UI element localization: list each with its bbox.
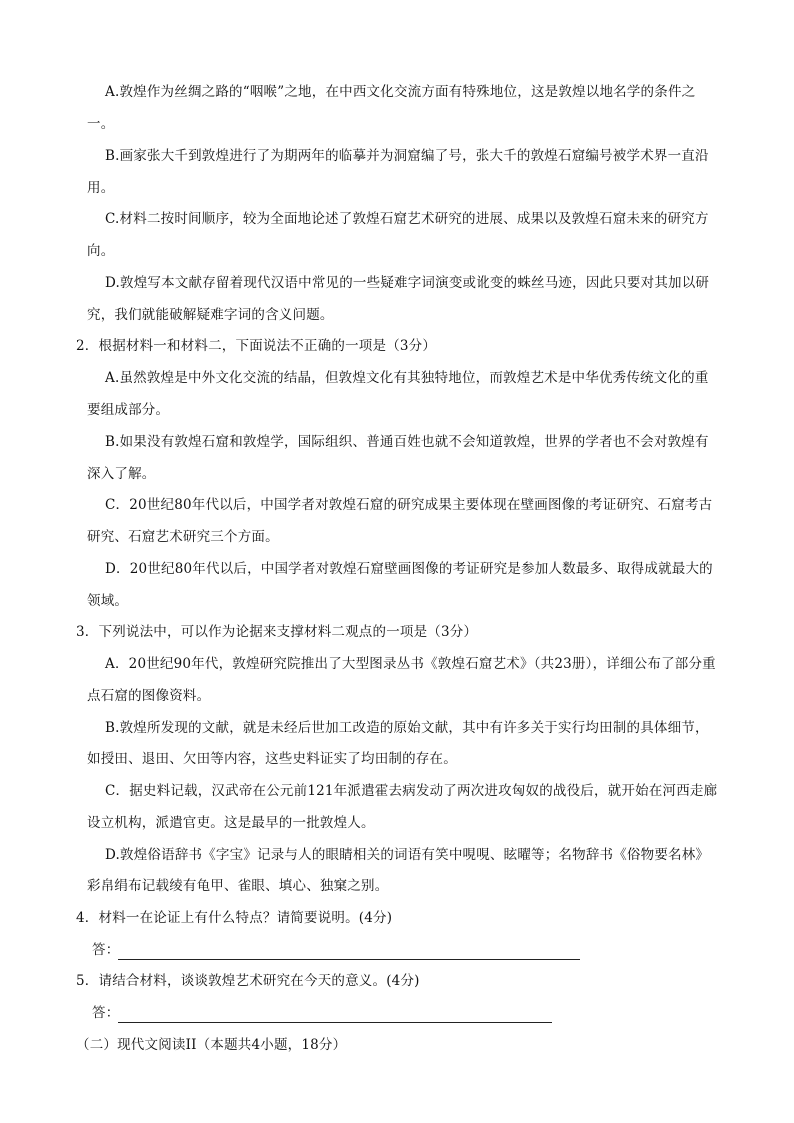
q5-stem: 5．请结合材料，谈谈敦煌艺术研究在今天的意义。(4分) [76, 973, 420, 989]
q3-option-b-line-1: B.敦煌所发现的文献，就是未经后世加工改造的原始文献，其中有许多关于实行均田制的具体细节， [105, 720, 709, 736]
q1-option-b-line-1: B.画家张大千到敦煌进行了为期两年的临摹并为洞窟编了号，张大千的敦煌石窟编号被学术界一直沿 [105, 148, 709, 164]
q3-option-d-line-2: 彩帛绢布记载绫有龟甲、雀眼、填心、独窠之别。 [87, 878, 389, 894]
q2-option-b-line-1: B.如果没有敦煌石窟和敦煌学，国际组织、普通百姓也就不会知道敦煌，世界的学者也不会对敦煌有 [105, 434, 709, 450]
q2-option-d-line-1: D．20世纪80年代以后，中国学者对敦煌石窟壁画图像的考证研究是参加人数最多、取得成就最大的 [105, 561, 713, 577]
q1-option-a-line-1: A.敦煌作为丝绸之路的“咽喉”之地，在中西文化交流方面有特殊地位，这是敦煌以地名学的条件之 [105, 84, 696, 100]
q3-option-a-line-1: A．20世纪90年代，敦煌研究院推出了大型图录丛书《敦煌石窟艺术》（共23册），详细公布了部分重 [105, 656, 716, 672]
q1-option-a-line-2: 一。 [87, 116, 115, 132]
q2-stem: 2．根据材料一和材料二，下面说法不正确的一项是（3分） [76, 338, 437, 354]
q2-option-d-line-2: 领域。 [87, 593, 129, 609]
q1-option-d-line-1: D.敦煌写本文献存留着现代汉语中常见的一些疑难字词演变或讹变的蛛丝马迹，因此只要对其加以研 [105, 275, 710, 291]
q2-option-c-line-1: C．20世纪80年代以后，中国学者对敦煌石窟的研究成果主要体现在壁画图像的考证研究、石窟考古 [105, 497, 713, 513]
q1-option-c-line-1: C.材料二按时间顺序，较为全面地论述了敦煌石窟艺术研究的进展、成果以及敦煌石窟未来的研究方 [105, 211, 709, 227]
q1-option-b-line-2: 用。 [87, 180, 115, 196]
q3-stem: 3．下列说法中，可以作为论据来支撑材料二观点的一项是（3分） [76, 624, 478, 640]
q5-answer-label: 答： [92, 1005, 120, 1021]
q2-option-a-line-1: A.虽然敦煌是中外文化交流的结晶，但敦煌文化有其独特地位，而敦煌艺术是中华优秀传统文化的重 [105, 370, 709, 386]
q3-option-c-line-1: C．据史料记载，汉武帝在公元前121年派遣霍去病发动了两次进攻匈奴的战役后，就开始在河西走廊 [105, 783, 718, 799]
q4-answer-label: 答： [92, 942, 120, 958]
q1-option-d-line-2: 究，我们就能破解疑难字词的含义问题。 [87, 307, 334, 323]
section-heading: （二）现代文阅读II（本题共4小题，18分） [76, 1037, 347, 1053]
q1-option-c-line-2: 向。 [87, 243, 115, 259]
q2-option-a-line-2: 要组成部分。 [87, 402, 170, 418]
q3-option-b-line-2: 如授田、退田、欠田等内容，这些史料证实了均田制的存在。 [87, 751, 457, 767]
q4-stem: 4．材料一在论证上有什么特点？请简要说明。(4分) [76, 910, 393, 926]
q2-option-b-line-2: 深入了解。 [87, 466, 156, 482]
q4-answer-line[interactable] [118, 959, 580, 960]
q3-option-d-line-1: D.敦煌俗语辞书《字宝》记录与人的眼睛相关的词语有笑中哯哯、眩曜等；名物辞书《俗物要名林》 [105, 847, 710, 863]
q3-option-c-line-2: 设立机构，派遣官吏。这是最早的一批敦煌人。 [87, 815, 375, 831]
q3-option-a-line-2: 点石窟的图像资料。 [87, 688, 211, 704]
q5-answer-line[interactable] [118, 1022, 552, 1023]
q2-option-c-line-2: 研究、石窟艺术研究三个方面。 [87, 529, 279, 545]
